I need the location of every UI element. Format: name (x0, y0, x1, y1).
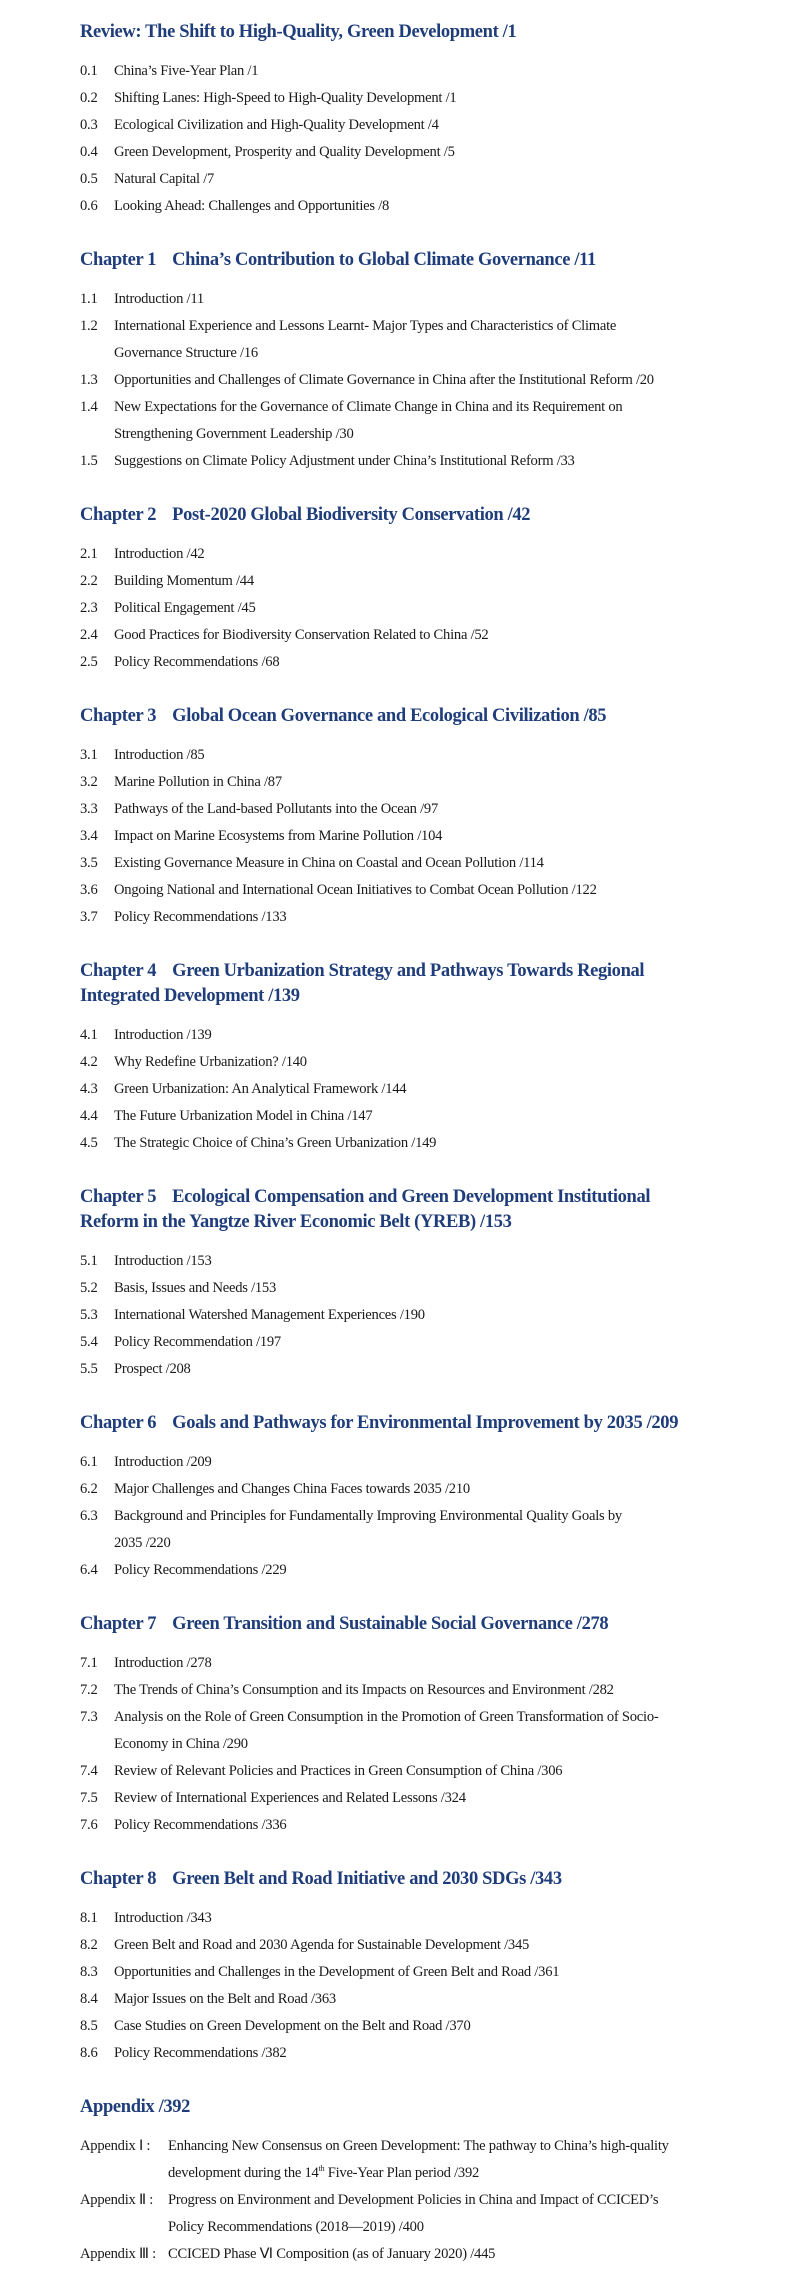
entry-number: 1.4 (80, 399, 98, 415)
entry-line: International Experience and Lessons Learnt- Major Types and Characteristics of Climate (114, 318, 617, 334)
entry-number: 3.5 (80, 855, 98, 871)
entry-line: Introduction /343 (114, 1910, 212, 1926)
entry-number: 7.4 (80, 1763, 98, 1779)
entry-line: Case Studies on Green Development on the Belt and Road /370 (114, 2018, 471, 2034)
toc-entry[interactable] (80, 85, 790, 112)
entry-line: Policy Recommendations /336 (114, 1817, 287, 1833)
toc-entry[interactable] (80, 2013, 790, 2040)
entry-line: The Future Urbanization Model in China /147 (114, 1108, 373, 1124)
toc-entry[interactable] (80, 769, 790, 796)
entry-number: 8.3 (80, 1964, 98, 1980)
entry-title (114, 1704, 790, 1758)
entry-line (168, 2214, 658, 2241)
toc-section (80, 1185, 790, 1383)
entry-number: 1.1 (80, 291, 98, 307)
heading-line (80, 20, 790, 45)
toc-section (80, 20, 790, 220)
section-heading[interactable] (80, 959, 790, 1009)
appendix-label: Appendix Ⅰ : (80, 2138, 151, 2154)
entry-title (114, 313, 790, 367)
entry-title (114, 1356, 790, 1383)
appendix-title (168, 2241, 495, 2268)
toc-entry[interactable] (80, 1503, 790, 1557)
entry-number: 3.7 (80, 909, 98, 925)
toc-entry[interactable] (80, 1959, 790, 1986)
entry-line: Economy in China /290 (114, 1736, 248, 1752)
toc-section (80, 959, 790, 1157)
section-heading[interactable] (80, 1612, 790, 1637)
toc-section (80, 503, 790, 676)
heading-title: Global Ocean Governance and Ecological Civilization /85 (172, 706, 607, 726)
entry-line: Impact on Marine Ecosystems from Marine Pollution /104 (114, 828, 443, 844)
entry-number: 1.3 (80, 372, 98, 388)
entry-line: Introduction /11 (114, 291, 204, 307)
entry-number: 0.4 (80, 144, 98, 160)
entry-line: Suggestions on Climate Policy Adjustment under China’s Institutional Reform /33 (114, 453, 575, 469)
heading-title: Post-2020 Global Biodiversity Conservation /42 (172, 505, 531, 525)
toc-entry[interactable] (80, 58, 790, 85)
entry-title (114, 541, 790, 568)
heading-line (80, 248, 790, 273)
entry-number: 7.1 (80, 1655, 98, 1671)
entry-line: Opportunities and Challenges in the Development of Green Belt and Road /361 (114, 1964, 560, 1980)
heading-title: China’s Contribution to Global Climate Governance /11 (172, 250, 596, 270)
entry-line: Policy Recommendations /382 (114, 2045, 287, 2061)
entry-title (114, 1959, 790, 1986)
entry-number: 0.1 (80, 63, 98, 79)
entry-line: Enhancing New Consensus on Green Development: The pathway to China’s high-quality (168, 2138, 669, 2154)
entry-number: 5.3 (80, 1307, 98, 1323)
entry-title (114, 742, 790, 769)
entry-line: Prospect /208 (114, 1361, 191, 1377)
entry-title (114, 2040, 790, 2067)
entry-number: 0.6 (80, 198, 98, 214)
entry-line: Existing Governance Measure in China on Coastal and Ocean Pollution /114 (114, 855, 544, 871)
entry-title (114, 139, 790, 166)
entry-line: The Trends of China’s Consumption and its Impacts on Resources and Environment /282 (114, 1682, 614, 1698)
heading-line (80, 1185, 790, 1210)
heading-line (80, 1210, 790, 1235)
entry-text: development during the 14 (168, 2165, 319, 2181)
appendix-title (168, 2133, 669, 2187)
toc-entry[interactable] (80, 1476, 790, 1503)
section-heading[interactable] (80, 1185, 790, 1235)
entry-line: Opportunities and Challenges of Climate Governance in China after the Institutional Reform /20 (114, 372, 654, 388)
entry-number: 6.1 (80, 1454, 98, 1470)
entry-number: 7.5 (80, 1790, 98, 1806)
heading-line (80, 503, 790, 528)
entry-line: Ongoing National and International Ocean Initiatives to Combat Ocean Pollution /122 (114, 882, 597, 898)
appendix-entry[interactable] (80, 2241, 790, 2268)
toc-entry[interactable] (80, 904, 790, 931)
entry-title (114, 1785, 790, 1812)
entry-number: 8.4 (80, 1991, 98, 2007)
entry-line: Natural Capital /7 (114, 171, 215, 187)
entry-line: Governance Structure /16 (114, 345, 258, 361)
toc-entry[interactable] (80, 1248, 790, 1275)
chapter-number: Chapter 8 (80, 1869, 157, 1889)
chapter-number: Chapter 2 (80, 505, 157, 525)
entry-title (114, 394, 790, 448)
heading-title: Green Urbanization Strategy and Pathways Towards Regional (172, 961, 645, 981)
entry-title (114, 448, 790, 475)
entry-number: 8.2 (80, 1937, 98, 1953)
heading-title: Review: The Shift to High-Quality, Green Development /1 (80, 22, 517, 42)
chapter-number: Chapter 6 (80, 1413, 157, 1433)
entry-number: 6.3 (80, 1508, 98, 1524)
entry-line: New Expectations for the Governance of Climate Change in China and its Requirement on (114, 399, 623, 415)
chapter-number: Chapter 5 (80, 1187, 157, 1207)
entry-number: 3.6 (80, 882, 98, 898)
entry-number: 4.5 (80, 1135, 98, 1151)
entry-line: CCICED Phase Ⅵ Composition (as of January 2020) /445 (168, 2246, 496, 2262)
entry-title (114, 1130, 790, 1157)
ordinal-suffix: th (318, 2164, 325, 2174)
entry-title (114, 367, 790, 394)
entry-title (114, 1022, 790, 1049)
entry-number: 5.1 (80, 1253, 98, 1269)
appendix-label: Appendix Ⅲ : (80, 2246, 156, 2262)
entry-title (114, 1677, 790, 1704)
entry-title (114, 1449, 790, 1476)
toc-entry[interactable] (80, 1302, 790, 1329)
entry-line: Introduction /209 (114, 1454, 212, 1470)
toc-entry[interactable] (80, 112, 790, 139)
entry-line: Introduction /85 (114, 747, 205, 763)
section-heading[interactable] (80, 503, 790, 528)
entry-number: 0.2 (80, 90, 98, 106)
entry-line: Political Engagement /45 (114, 600, 256, 616)
heading-title: Reform in the Yangtze River Economic Belt (YREB) /153 (80, 1212, 512, 1232)
entry-number: 8.1 (80, 1910, 98, 1926)
toc-entry[interactable] (80, 1905, 790, 1932)
entry-line: Review of International Experiences and Related Lessons /324 (114, 1790, 466, 1806)
entry-number: 5.4 (80, 1334, 98, 1350)
entry-number: 6.2 (80, 1481, 98, 1497)
heading-line (80, 984, 790, 1009)
section-heading[interactable] (80, 1411, 790, 1436)
toc-section (80, 704, 790, 931)
entry-number: 2.5 (80, 654, 98, 670)
entry-title (114, 1905, 790, 1932)
entry-line: Major Challenges and Changes China Faces towards 2035 /210 (114, 1481, 470, 1497)
entry-number: 4.3 (80, 1081, 98, 1097)
heading-title: Goals and Pathways for Environmental Improvement by 2035 /209 (172, 1413, 679, 1433)
entry-number: 8.5 (80, 2018, 98, 2034)
entry-title (114, 796, 790, 823)
entry-line: Policy Recommendations /229 (114, 1562, 287, 1578)
toc-entry[interactable] (80, 877, 790, 904)
toc-entry[interactable] (80, 622, 790, 649)
entry-title (114, 649, 790, 676)
heading-title: Green Transition and Sustainable Social Governance /278 (172, 1614, 609, 1634)
entry-line: Policy Recommendations /68 (114, 654, 280, 670)
heading-title: Green Belt and Road Initiative and 2030 SDGs /343 (172, 1869, 562, 1889)
toc-section (80, 1867, 790, 2067)
toc-entry[interactable] (80, 850, 790, 877)
toc-entry[interactable] (80, 568, 790, 595)
toc-entry[interactable] (80, 166, 790, 193)
entry-title (114, 877, 790, 904)
entry-title (114, 1076, 790, 1103)
entry-title (114, 2013, 790, 2040)
entry-number: 6.4 (80, 1562, 98, 1578)
chapter-number: Chapter 3 (80, 706, 157, 726)
entry-title (114, 568, 790, 595)
entry-line: Progress on Environment and Development Policies in China and Impact of CCICED’s (168, 2192, 659, 2208)
toc-entry[interactable] (80, 1076, 790, 1103)
entry-title (114, 193, 790, 220)
entry-title (114, 85, 790, 112)
section-heading[interactable] (80, 248, 790, 273)
entry-line: Green Belt and Road and 2030 Agenda for Sustainable Development /345 (114, 1937, 530, 1953)
toc-entry[interactable] (80, 1812, 790, 1839)
toc-section (80, 1612, 790, 1839)
entry-title (114, 850, 790, 877)
entry-title (114, 1812, 790, 1839)
chapter-number: Chapter 4 (80, 961, 157, 981)
entry-number: 3.2 (80, 774, 98, 790)
toc-section (80, 248, 790, 475)
entry-title (114, 1476, 790, 1503)
entry-line: Introduction /278 (114, 1655, 212, 1671)
entry-title (114, 1503, 790, 1557)
entry-title (114, 622, 790, 649)
entry-line: Basis, Issues and Needs /153 (114, 1280, 277, 1296)
entry-line: The Strategic Choice of China’s Green Urbanization /149 (114, 1135, 437, 1151)
toc-entry[interactable] (80, 541, 790, 568)
toc-entry[interactable] (80, 1932, 790, 1959)
entry-title (114, 1650, 790, 1677)
entry-number: 2.1 (80, 546, 98, 562)
entry-number: 0.5 (80, 171, 98, 187)
entry-line: Shifting Lanes: High-Speed to High-Quality Development /1 (114, 90, 457, 106)
entry-title (114, 823, 790, 850)
toc-entry[interactable] (80, 1704, 790, 1758)
toc-entry[interactable] (80, 286, 790, 313)
entry-title (114, 166, 790, 193)
entry-title (114, 904, 790, 931)
appendix-title (168, 2187, 658, 2241)
entry-number: 0.3 (80, 117, 98, 133)
entry-line: Introduction /139 (114, 1027, 212, 1043)
entry-number: 2.3 (80, 600, 98, 616)
entry-number: 1.5 (80, 453, 98, 469)
toc-entry[interactable] (80, 193, 790, 220)
toc-entry[interactable] (80, 1449, 790, 1476)
toc-entry[interactable] (80, 823, 790, 850)
entry-number: 3.1 (80, 747, 98, 763)
toc-entry[interactable] (80, 1986, 790, 2013)
entry-line: Good Practices for Biodiversity Conservation Related to China /52 (114, 627, 489, 643)
entry-line: International Watershed Management Experiences /190 (114, 1307, 425, 1323)
entry-number: 7.3 (80, 1709, 98, 1725)
appendix-entry[interactable] (80, 2187, 790, 2241)
heading-title: Ecological Compensation and Green Development Institutional (172, 1187, 651, 1207)
toc-entry[interactable] (80, 796, 790, 823)
heading-line (80, 959, 790, 984)
entry-line: 2035 /220 (114, 1535, 171, 1551)
entry-number: 2.4 (80, 627, 98, 643)
entry-title (114, 58, 790, 85)
heading-line (80, 1867, 790, 1892)
appendix-section (80, 2095, 790, 2268)
entry-title (114, 1248, 790, 1275)
heading-line (80, 704, 790, 729)
entry-title (114, 1103, 790, 1130)
appendix-heading[interactable]: Appendix /392 (80, 2097, 191, 2117)
heading-line (80, 1612, 790, 1637)
entry-text: Five-Year Plan period /392 (324, 2165, 480, 2181)
toc-entry[interactable] (80, 1022, 790, 1049)
entry-line: Green Development, Prosperity and Quality Development /5 (114, 144, 455, 160)
entry-number: 4.4 (80, 1108, 98, 1124)
toc-entry[interactable] (80, 1785, 790, 1812)
entry-line: Looking Ahead: Challenges and Opportunities /8 (114, 198, 390, 214)
entry-text: Policy Recommendations (2018—2019) /400 (168, 2219, 424, 2235)
entry-title (114, 1557, 790, 1584)
entry-title (114, 595, 790, 622)
toc-entry[interactable] (80, 448, 790, 475)
appendix-entry[interactable] (80, 2133, 790, 2187)
toc-entry[interactable] (80, 742, 790, 769)
entry-line: Marine Pollution in China /87 (114, 774, 282, 790)
entry-number: 1.2 (80, 318, 98, 334)
entry-number: 8.6 (80, 2045, 98, 2061)
toc-entry[interactable] (80, 1758, 790, 1785)
entry-line: Ecological Civilization and High-Quality Development /4 (114, 117, 439, 133)
toc-entry[interactable] (80, 1677, 790, 1704)
toc-entry[interactable] (80, 1329, 790, 1356)
entry-line: Analysis on the Role of Green Consumption in the Promotion of Green Transformation of Socio- (114, 1709, 659, 1725)
toc-entry[interactable] (80, 1557, 790, 1584)
entry-line: Strengthening Government Leadership /30 (114, 426, 354, 442)
entry-number: 5.2 (80, 1280, 98, 1296)
heading-title: Integrated Development /139 (80, 986, 300, 1006)
entry-title (114, 1329, 790, 1356)
section-heading[interactable] (80, 1867, 790, 1892)
entry-line: Why Redefine Urbanization? /140 (114, 1054, 307, 1070)
entry-number: 5.5 (80, 1361, 98, 1377)
toc-entry[interactable] (80, 367, 790, 394)
toc-entry[interactable] (80, 139, 790, 166)
toc-entry[interactable] (80, 2040, 790, 2067)
entry-line: Introduction /42 (114, 546, 205, 562)
entry-title (114, 1302, 790, 1329)
entry-number: 4.1 (80, 1027, 98, 1043)
entry-line: China’s Five-Year Plan /1 (114, 63, 259, 79)
entry-line: Major Issues on the Belt and Road /363 (114, 1991, 336, 2007)
toc-entry[interactable] (80, 1103, 790, 1130)
entry-number: 3.4 (80, 828, 98, 844)
entry-line: Building Momentum /44 (114, 573, 254, 589)
entry-number: 7.2 (80, 1682, 98, 1698)
toc-entry[interactable] (80, 313, 790, 367)
chapter-number: Chapter 7 (80, 1614, 157, 1634)
entry-line: Review of Relevant Policies and Practices in Green Consumption of China /306 (114, 1763, 563, 1779)
toc-entry[interactable] (80, 1356, 790, 1383)
entry-title (114, 1049, 790, 1076)
appendix-label: Appendix Ⅱ : (80, 2192, 154, 2208)
toc-entry[interactable] (80, 394, 790, 448)
entry-number: 4.2 (80, 1054, 98, 1070)
section-heading[interactable] (80, 704, 790, 729)
toc-entry[interactable] (80, 595, 790, 622)
entry-line: Policy Recommendations /133 (114, 909, 287, 925)
entry-line (168, 2160, 669, 2187)
entry-line: Pathways of the Land-based Pollutants into the Ocean /97 (114, 801, 439, 817)
chapter-number: Chapter 1 (80, 250, 157, 270)
entry-number: 2.2 (80, 573, 98, 589)
entry-line: Introduction /153 (114, 1253, 212, 1269)
entry-title (114, 1275, 790, 1302)
entry-number: 7.6 (80, 1817, 98, 1833)
toc-entry[interactable] (80, 1049, 790, 1076)
entry-line: Policy Recommendation /197 (114, 1334, 281, 1350)
entry-number: 3.3 (80, 801, 98, 817)
toc-section (80, 1411, 790, 1584)
entry-title (114, 769, 790, 796)
entry-title (114, 112, 790, 139)
section-heading[interactable] (80, 20, 790, 45)
entry-line: Green Urbanization: An Analytical Framework /144 (114, 1081, 407, 1097)
toc-entry[interactable] (80, 1650, 790, 1677)
toc-entry[interactable] (80, 649, 790, 676)
toc-entry[interactable] (80, 1130, 790, 1157)
entry-title (114, 286, 790, 313)
entry-line: Background and Principles for Fundamentally Improving Environmental Quality Goals by (114, 1508, 622, 1524)
heading-line (80, 1411, 790, 1436)
entry-title (114, 1758, 790, 1785)
toc-entry[interactable] (80, 1275, 790, 1302)
entry-title (114, 1932, 790, 1959)
entry-title (114, 1986, 790, 2013)
